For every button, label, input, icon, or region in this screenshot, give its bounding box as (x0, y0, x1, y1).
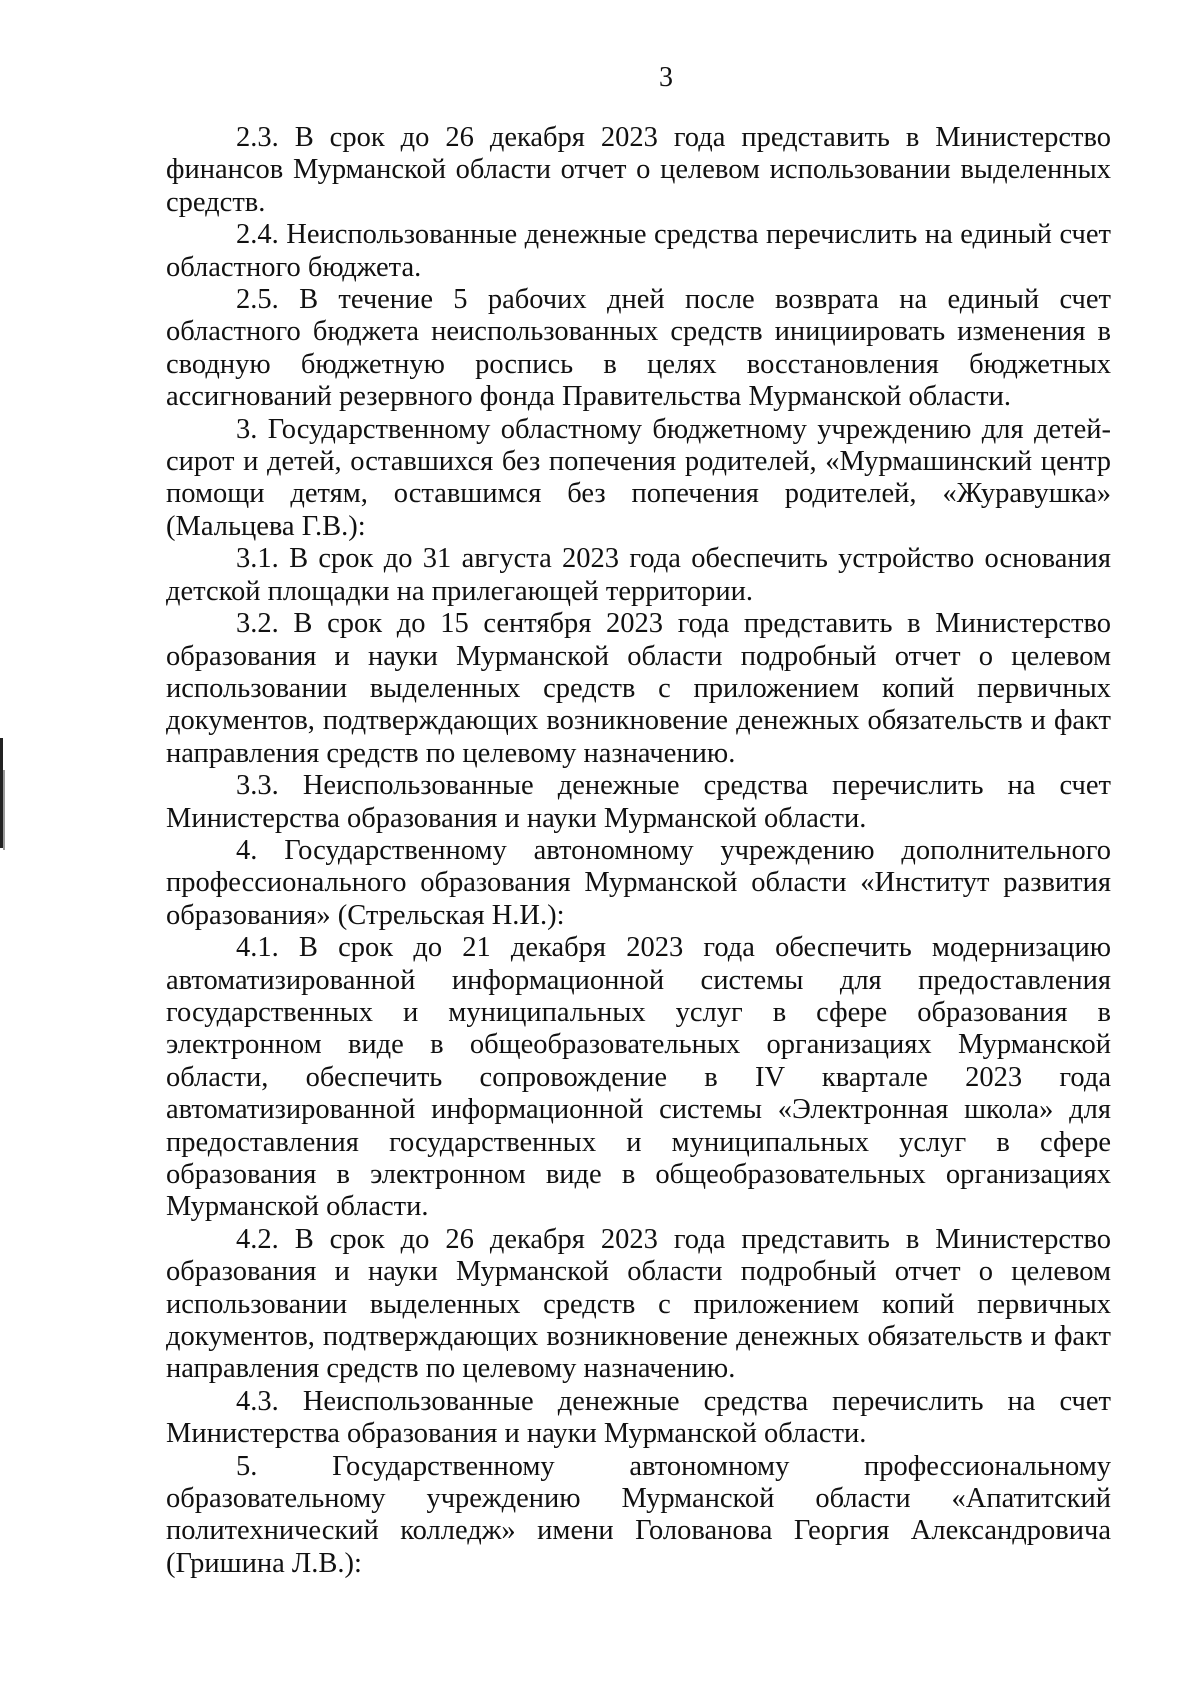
paragraph-4: 4. Государственному автономному учреждению дополнительного профессионального образования Мурманской области «Институт развития образования» (Стрельская Н.И.): (166, 834, 1111, 931)
paragraph-4-3: 4.3. Неиспользованные денежные средства перечислить на счет Министерства образования и науки Мурманской области. (166, 1385, 1111, 1450)
paragraph-4-1: 4.1. В срок до 21 декабря 2023 года обеспечить модернизацию автоматизированной информационной системы для предоставления государственных и муниципальных услуг в сфере образования в электронном виде в общеобразовательных организациях Мурманской области, обеспечить сопровождение в IV квартале 2023 года автоматизированной информационной системы «Электронная школа» для предоставления государственных и муниципальных услуг в сфере образования в электронном виде в общеобразовательных организациях Мурманской области. (166, 932, 1111, 1223)
paragraph-3-2: 3.2. В срок до 15 сентября 2023 года представить в Министерство образования и науки Мурманской области подробный отчет о целевом использовании выделенных средств с приложением копий первичных документов, подтверждающих возникновение денежных обязательств и факт направления средств по целевому назначению. (166, 608, 1111, 769)
paragraph-2-3: 2.3. В срок до 26 декабря 2023 года представить в Министерство финансов Мурманской области отчет о целевом использовании выделенных средств. (166, 122, 1111, 218)
margin-mark-secondary (3, 770, 5, 850)
document-body (166, 122, 1111, 1580)
paragraph-3-3: 3.3. Неиспользованные денежные средства перечислить на счет Министерства образования и науки Мурманской области. (166, 770, 1111, 834)
paragraph-4-2: 4.2. В срок до 26 декабря 2023 года представить в Министерство образования и науки Мурманской области подробный отчет о целевом использовании выделенных средств с приложением копий первичных документов, подтверждающих возникновение денежных обязательств и факт направления средств по целевому назначению. (166, 1223, 1111, 1385)
paragraph-5: 5. Государственному автономному профессиональному образовательному учреждению Мурманской области «Апатитский политехнический колледж» имени Голованова Георгия Александровича (Гришина Л.В.): (166, 1450, 1111, 1579)
paragraph-3-1: 3.1. В срок до 31 августа 2023 года обеспечить устройство основания детской площадки на прилегающей территории. (166, 543, 1111, 607)
page-number: 3 (659, 62, 673, 93)
paragraph-2-4: 2.4. Неиспользованные денежные средства перечислить на единый счет областного бюджета. (166, 219, 1111, 283)
paragraph-2-5: 2.5. В течение 5 рабочих дней после возврата на единый счет областного бюджета неиспользованных средств инициировать изменения в сводную бюджетную роспись в целях восстановления бюджетных ассигнований резервного фонда Правительства Мурманской области. (166, 284, 1111, 413)
paragraph-3: 3. Государственному областному бюджетному учреждению для детей-сирот и детей, оставшихся без попечения родителей, «Мурмашинский центр помощи детям, оставшимся без попечения родителей, «Журавушка» (Мальцева Г.В.): (166, 413, 1111, 542)
